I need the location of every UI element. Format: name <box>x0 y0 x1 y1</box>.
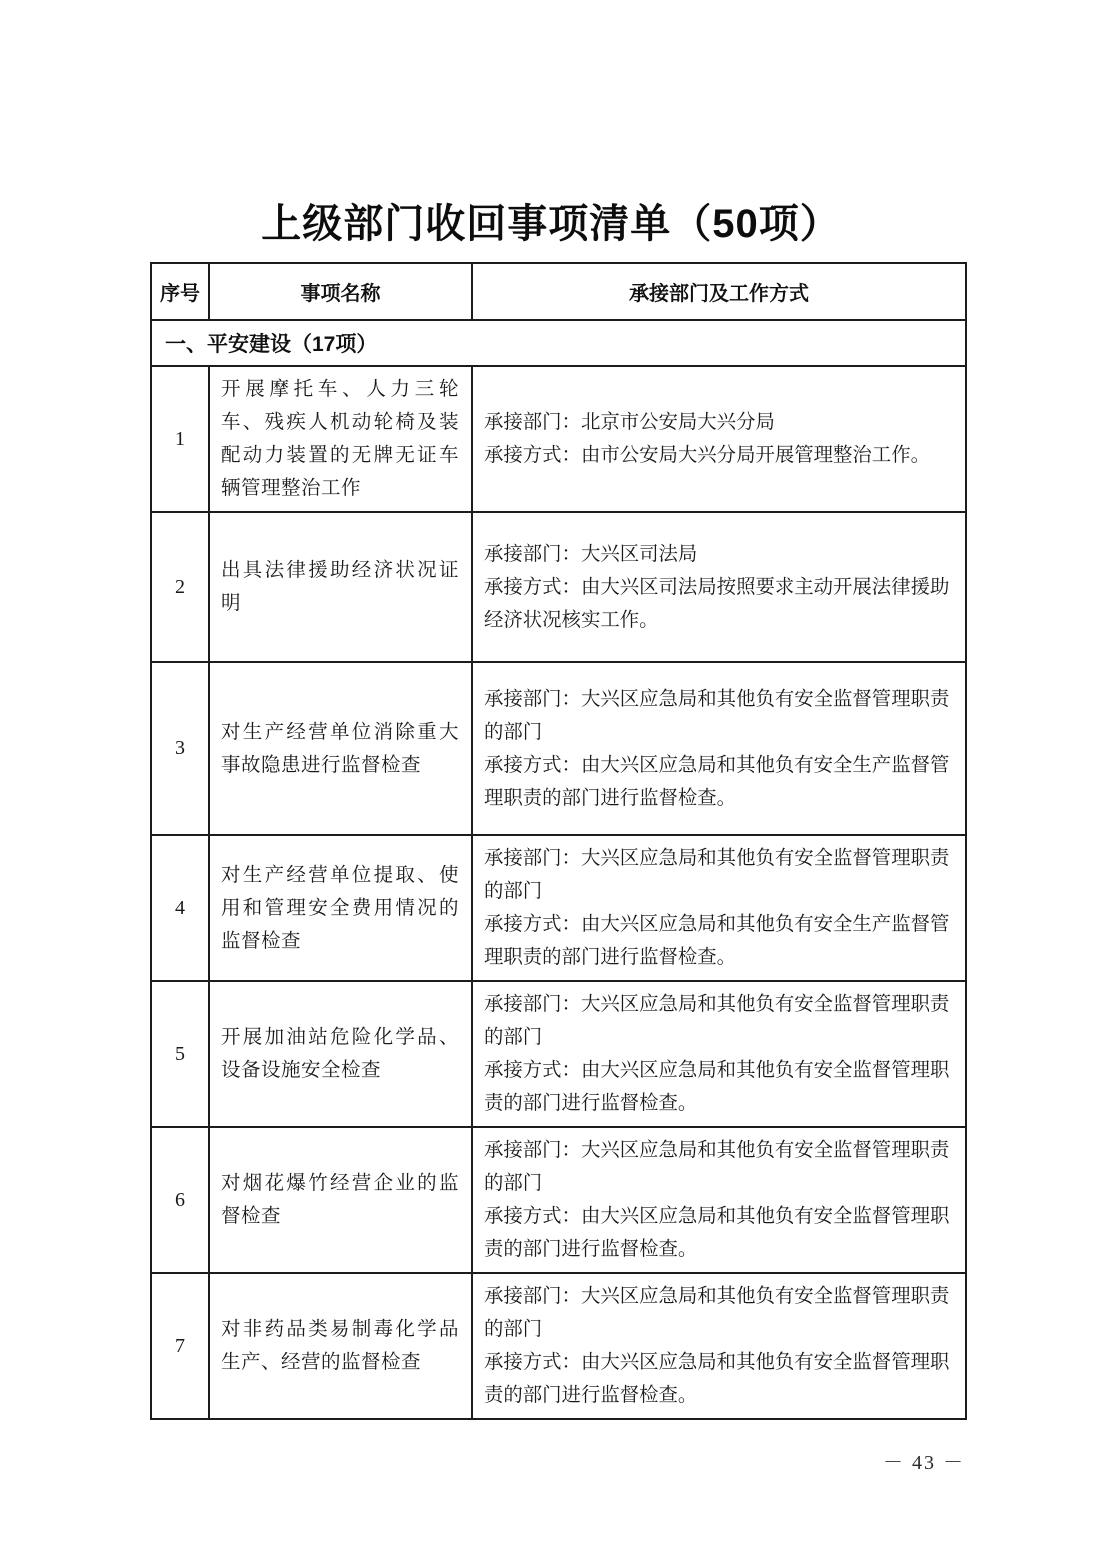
item-name: 对烟花爆竹经营企业的监督检查 <box>209 1127 472 1273</box>
department-method-cell <box>472 1127 966 1273</box>
row-index: 4 <box>151 835 209 981</box>
table-row <box>151 662 966 835</box>
department-method-cell <box>472 662 966 835</box>
item-name: 对生产经营单位消除重大事故隐患进行监督检查 <box>209 662 472 835</box>
method-line: 承接方式：由大兴区应急局和其他负有安全监督管理职责的部门进行监督检查。 <box>484 1352 950 1406</box>
method-line: 承接方式：由市公安局大兴分局开展管理整治工作。 <box>484 445 930 466</box>
method-line: 承接方式：由大兴区应急局和其他负有安全生产监督管理职责的部门进行监督检查。 <box>484 754 950 809</box>
table-row <box>151 835 966 981</box>
department-line: 承接部门：大兴区应急局和其他负有安全监督管理职责的部门 <box>484 848 950 902</box>
section-header: 一、平安建设（17项） <box>151 320 966 366</box>
department-line: 承接部门：大兴区应急局和其他负有安全监督管理职责的部门 <box>484 994 950 1048</box>
department-method-cell <box>472 512 966 662</box>
department-method-cell <box>472 366 966 512</box>
department-line: 承接部门：大兴区应急局和其他负有安全监督管理职责的部门 <box>484 1286 950 1340</box>
item-name: 开展加油站危险化学品、设备设施安全检查 <box>209 981 472 1127</box>
row-index: 7 <box>151 1273 209 1419</box>
table-header-row <box>151 263 966 320</box>
section-header-row <box>151 320 966 366</box>
item-name: 开展摩托车、人力三轮车、残疾人机动轮椅及装配动力装置的无牌无证车辆管理整治工作 <box>209 366 472 512</box>
row-index: 2 <box>151 512 209 662</box>
table-row <box>151 1273 966 1419</box>
department-line: 承接部门：大兴区司法局 <box>484 543 698 565</box>
table-row <box>151 981 966 1127</box>
col-header-index: 序号 <box>151 263 209 320</box>
department-line: 承接部门：北京市公安局大兴分局 <box>484 412 775 433</box>
col-header-item-name: 事项名称 <box>209 263 472 320</box>
row-index: 6 <box>151 1127 209 1273</box>
page-title: 上级部门收回事项清单（50项） <box>261 202 841 246</box>
department-method-cell <box>472 835 966 981</box>
row-index: 1 <box>151 366 209 512</box>
table-row <box>151 512 966 662</box>
item-name: 出具法律援助经济状况证明 <box>209 512 472 662</box>
col-header-department-method: 承接部门及工作方式 <box>472 263 966 320</box>
method-line: 承接方式：由大兴区应急局和其他负有安全监督管理职责的部门进行监督检查。 <box>484 1206 950 1260</box>
department-method-cell <box>472 1273 966 1419</box>
method-line: 承接方式：由大兴区应急局和其他负有安全监督管理职责的部门进行监督检查。 <box>484 1060 950 1114</box>
reclaimed-items-table <box>150 262 967 1420</box>
method-line: 承接方式：由大兴区司法局按照要求主动开展法律援助经济状况核实工作。 <box>484 576 950 631</box>
item-name: 对非药品类易制毒化学品生产、经营的监督检查 <box>209 1273 472 1419</box>
department-line: 承接部门：大兴区应急局和其他负有安全监督管理职责的部门 <box>484 688 950 743</box>
department-line: 承接部门：大兴区应急局和其他负有安全监督管理职责的部门 <box>484 1140 950 1194</box>
department-method-cell <box>472 981 966 1127</box>
page-number: － 43 － <box>883 1452 965 1474</box>
row-index: 3 <box>151 662 209 835</box>
item-name: 对生产经营单位提取、使用和管理安全费用情况的监督检查 <box>209 835 472 981</box>
table-row <box>151 1127 966 1273</box>
row-index: 5 <box>151 981 209 1127</box>
table-row <box>151 366 966 512</box>
method-line: 承接方式：由大兴区应急局和其他负有安全生产监督管理职责的部门进行监督检查。 <box>484 914 950 968</box>
